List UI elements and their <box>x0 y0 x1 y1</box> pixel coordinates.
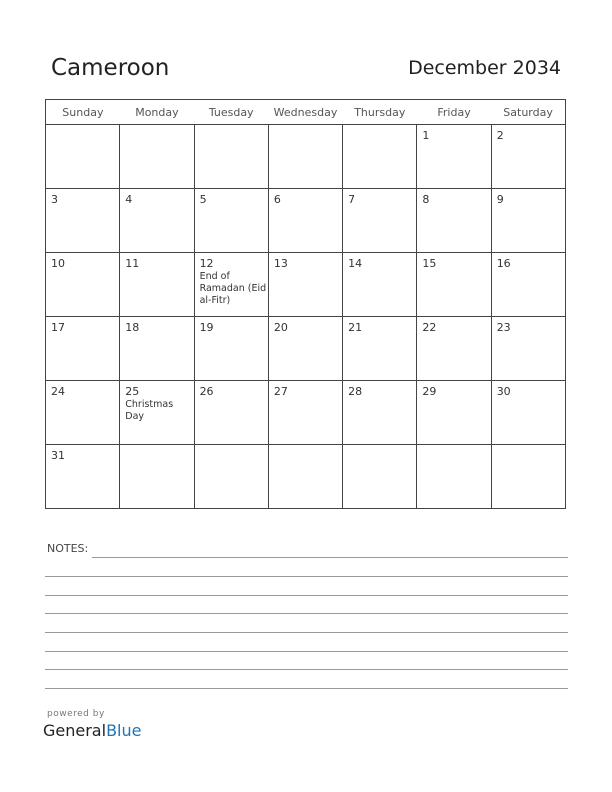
day-number: 5 <box>199 193 207 206</box>
day-number: 16 <box>496 257 511 270</box>
calendar-day-cell <box>194 445 268 509</box>
day-number: 9 <box>496 193 504 206</box>
day-number: 29 <box>422 385 437 398</box>
calendar-day-cell <box>417 253 491 317</box>
day-number: 31 <box>51 449 65 462</box>
calendar-day-cell <box>120 317 194 381</box>
calendar-day-cell <box>491 189 565 253</box>
calendar-day-cell <box>120 445 194 509</box>
calendar-day-cell <box>417 189 491 253</box>
calendar-grid <box>45 99 566 509</box>
brand-general-text: General <box>43 721 107 740</box>
calendar-week-row <box>46 189 566 253</box>
notes-line <box>45 595 568 596</box>
weekday-header-row <box>46 100 566 125</box>
weekday-sunday: Sunday <box>46 100 120 125</box>
day-number: 7 <box>348 193 356 206</box>
day-number: 21 <box>348 321 363 334</box>
weekday-saturday: Saturday <box>491 100 565 125</box>
calendar-day-cell <box>120 125 194 189</box>
calendar-day-cell <box>46 189 120 253</box>
weekday-thursday: Thursday <box>343 100 417 125</box>
day-number: 30 <box>496 385 511 398</box>
calendar-day-cell <box>491 381 565 445</box>
calendar-day-cell <box>46 445 120 509</box>
calendar-day-cell <box>343 317 417 381</box>
calendar-day-cell <box>491 125 565 189</box>
calendar-day-cell <box>194 125 268 189</box>
weekday-friday: Friday <box>417 100 491 125</box>
calendar-day-cell <box>417 381 491 445</box>
day-number: 23 <box>496 321 511 334</box>
day-number: 6 <box>273 193 281 206</box>
calendar-week-row <box>46 253 566 317</box>
calendar-day-cell <box>194 381 268 445</box>
notes-line <box>45 613 568 614</box>
day-number: 10 <box>51 257 65 270</box>
notes-line <box>92 557 568 558</box>
generalblue-logo[interactable] <box>43 721 141 740</box>
day-number: 25 <box>125 385 140 398</box>
calendar-day-cell <box>194 253 268 317</box>
holiday-label: End of Ramadan (Eid al-Fitr) <box>199 271 267 306</box>
calendar-day-cell <box>343 381 417 445</box>
day-number: 22 <box>422 321 437 334</box>
calendar-day-cell <box>417 317 491 381</box>
calendar-day-cell <box>268 381 342 445</box>
calendar-day-cell <box>46 125 120 189</box>
calendar-day-cell <box>268 253 342 317</box>
day-number: 20 <box>273 321 288 334</box>
powered-by-label: powered by <box>47 709 105 719</box>
calendar-week-row <box>46 381 566 445</box>
day-number: 12 <box>199 257 214 270</box>
day-number: 28 <box>348 385 363 398</box>
day-number: 14 <box>348 257 363 270</box>
calendar-day-cell <box>343 189 417 253</box>
day-number: 18 <box>125 321 140 334</box>
notes-label: NOTES: <box>47 542 89 555</box>
calendar-day-cell <box>194 189 268 253</box>
calendar-day-cell <box>491 317 565 381</box>
calendar-week-row <box>46 317 566 381</box>
day-number: 3 <box>51 193 58 206</box>
weekday-tuesday: Tuesday <box>194 100 268 125</box>
weekday-monday: Monday <box>120 100 194 125</box>
weekday-wednesday: Wednesday <box>268 100 342 125</box>
day-number: 24 <box>51 385 65 398</box>
calendar-day-cell <box>120 381 194 445</box>
calendar-day-cell <box>491 445 565 509</box>
notes-line <box>45 576 568 577</box>
calendar-day-cell <box>343 125 417 189</box>
calendar-day-cell <box>417 125 491 189</box>
notes-line <box>45 651 568 652</box>
calendar-week-row <box>46 445 566 509</box>
notes-line <box>45 669 568 670</box>
day-number: 4 <box>125 193 133 206</box>
calendar-month-title: December 2034 <box>408 57 561 79</box>
calendar-day-cell <box>268 189 342 253</box>
calendar-day-cell <box>120 189 194 253</box>
calendar-day-cell <box>46 381 120 445</box>
day-number: 19 <box>199 321 214 334</box>
day-number: 13 <box>273 257 288 270</box>
day-number: 2 <box>496 129 504 142</box>
day-number: 15 <box>422 257 437 270</box>
holiday-label: Christmas Day <box>125 399 174 422</box>
calendar-day-cell <box>46 317 120 381</box>
day-number: 11 <box>125 257 140 270</box>
day-number: 1 <box>422 129 430 142</box>
calendar-day-cell <box>194 317 268 381</box>
notes-line <box>45 688 568 689</box>
day-number: 17 <box>51 321 65 334</box>
brand-blue-text: Blue <box>106 721 142 740</box>
calendar-day-cell <box>46 253 120 317</box>
calendar-day-cell <box>120 253 194 317</box>
day-number: 27 <box>273 385 288 398</box>
calendar-day-cell <box>491 253 565 317</box>
calendar-day-cell <box>268 317 342 381</box>
calendar-day-cell <box>268 445 342 509</box>
calendar-week-row <box>46 125 566 189</box>
calendar-day-cell <box>343 445 417 509</box>
day-number: 26 <box>199 385 214 398</box>
calendar-day-cell <box>417 445 491 509</box>
notes-line <box>45 632 568 633</box>
calendar-day-cell <box>343 253 417 317</box>
calendar-country-title: Cameroon <box>51 55 170 81</box>
calendar-day-cell <box>268 125 342 189</box>
day-number: 8 <box>422 193 430 206</box>
